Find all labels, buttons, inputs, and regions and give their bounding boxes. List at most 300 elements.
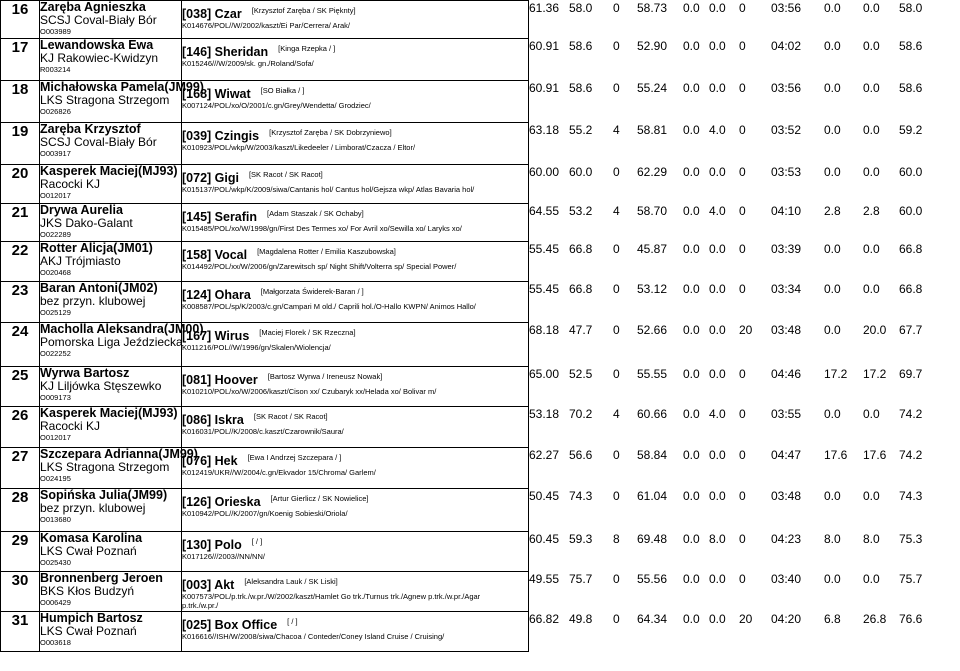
club-name: LKS Stragona Strzegom	[40, 460, 170, 474]
horse-line	[182, 373, 528, 387]
score-value: 75.3	[899, 531, 923, 546]
rider-license: O020468	[40, 268, 71, 277]
rider-name: Humpich Bartosz	[40, 611, 143, 625]
score-value: 03:39	[771, 241, 802, 256]
club-name: SCSJ Coval-Biały Bór	[40, 13, 157, 27]
score-value: 0	[613, 38, 620, 53]
horse-owner: [Kinga Rzepka / ]	[278, 44, 336, 53]
score-value: 0	[739, 531, 746, 546]
horse-cell	[182, 489, 529, 532]
score-value: 03:55	[771, 406, 802, 421]
score-value: 03:56	[771, 0, 802, 15]
score-value: 0.0	[683, 281, 700, 296]
score-value: 4.0	[709, 203, 726, 218]
rider-license: R003214	[40, 65, 71, 74]
score-value: 20	[739, 611, 753, 626]
table-row	[1, 81, 960, 123]
score-value: 53.12	[637, 281, 668, 296]
score-value: 75.7	[569, 571, 593, 586]
rider-cell	[40, 367, 182, 407]
horse-description: K017126///2003//NN/NN/	[182, 552, 265, 561]
score-value: 62.27	[529, 447, 560, 462]
score-value: 61.04	[637, 488, 668, 503]
horse-description: K008587/POL/sp/K/2003/c.gn/Campari M old./ Caprili hol./O-Hallo KWPN/ Animos Hallo/	[182, 302, 476, 311]
horse-owner: [Małgorzata Świderek-Baran / ]	[260, 287, 364, 296]
score-value: 55.24	[637, 80, 668, 95]
score-value: 58.6	[569, 80, 593, 95]
score-value: 50.45	[529, 488, 560, 503]
score-value: 67.7	[899, 322, 923, 337]
horse-name: [146] Sheridan	[182, 45, 269, 59]
place-cell: 16	[1, 1, 40, 39]
score-value: 66.82	[529, 611, 560, 626]
rider-cell	[40, 282, 182, 323]
score-value: 76.6	[899, 611, 923, 626]
horse-line	[182, 618, 528, 632]
score-value: 70.2	[569, 406, 593, 421]
score-value: 0.0	[863, 281, 880, 296]
score-value: 4	[613, 203, 620, 218]
score-value: 0	[739, 80, 746, 95]
club-name: KJ Rakowiec-Kwidzyn	[40, 51, 159, 65]
table-row	[1, 242, 960, 282]
rider-name: Zaręba Krzysztof	[40, 122, 141, 136]
score-value: 58.0	[899, 0, 923, 15]
score-value: 0	[739, 38, 746, 53]
table-row	[1, 532, 960, 572]
score-value: 59.2	[899, 122, 923, 137]
score-value: 52.90	[637, 38, 668, 53]
score-value: 0.0	[683, 80, 700, 95]
rider-cell	[40, 80, 204, 123]
rider-name: Baran Antoni(JM02)	[40, 281, 158, 295]
horse-line	[182, 129, 528, 143]
score-value: 0.0	[683, 611, 700, 626]
score-value: 63.18	[529, 122, 560, 137]
rider-license: O026826	[40, 107, 71, 116]
rider-license: O003989	[40, 27, 71, 36]
place-cell: 24	[1, 323, 40, 367]
scores-cell	[529, 407, 960, 448]
score-value: 8.0	[824, 531, 841, 546]
rider-license: O024195	[40, 474, 71, 483]
score-value: 58.0	[569, 0, 593, 15]
horse-cell	[182, 81, 529, 123]
horse-owner: [Adam Staszak / SK Ochaby]	[267, 209, 364, 218]
table-row	[1, 39, 960, 81]
rider-cell	[40, 123, 182, 165]
rider-license: O022252	[40, 349, 71, 358]
horse-name: [076] Hek	[182, 454, 238, 468]
table-row	[1, 612, 960, 652]
place-cell: 19	[1, 123, 40, 165]
club-name: LKS Cwał Poznań	[40, 544, 137, 558]
horse-description: K007573/POL/p.trk./w.pr./W/2002/kaszt/Hamlet Go trk./Turnus trk./Agnew p.trk./w.pr./Agar	[182, 592, 481, 601]
rider-cell	[40, 532, 182, 572]
table-row	[1, 165, 960, 204]
score-value: 53.18	[529, 406, 560, 421]
scores-cell	[529, 81, 960, 123]
rider-cell	[40, 204, 182, 242]
score-value: 17.2	[863, 366, 887, 381]
horse-cell	[182, 612, 529, 652]
horse-owner: [ / ]	[251, 537, 263, 546]
rider-license: O006429	[40, 598, 71, 607]
rider-license: O009173	[40, 393, 71, 402]
score-value: 60.0	[569, 164, 593, 179]
score-value: 4.0	[709, 406, 726, 421]
horse-cell	[182, 1, 529, 39]
score-value: 04:10	[771, 203, 802, 218]
score-value: 0	[613, 80, 620, 95]
scores-cell	[529, 123, 960, 165]
score-value: 0.0	[683, 447, 700, 462]
horse-cell	[182, 323, 529, 367]
scores-cell	[529, 448, 960, 489]
club-name: LKS Cwał Poznań	[40, 624, 137, 638]
score-value: 0.0	[824, 406, 841, 421]
horse-description: K015137/POL/wkp/K/2009/siwa/Cantanis hol/ Cantus hol/Gejsza wkp/ Atlas Bavaria hol/	[182, 185, 475, 194]
horse-cell	[182, 407, 529, 448]
score-value: 0	[613, 571, 620, 586]
score-value: 4.0	[709, 122, 726, 137]
horse-name: [126] Orieska	[182, 495, 261, 509]
score-value: 0.0	[824, 322, 841, 337]
score-value: 0.0	[863, 122, 880, 137]
club-name: JKS Dako-Galant	[40, 216, 133, 230]
score-value: 03:56	[771, 80, 802, 95]
score-value: 03:34	[771, 281, 802, 296]
score-value: 0	[739, 366, 746, 381]
horse-description: K007124/POL/xo/O/2001/c.gn/Grey/Wendetta/ Grodziec/	[182, 101, 371, 110]
horse-line	[182, 87, 528, 101]
table-row	[1, 123, 960, 165]
score-value: 04:23	[771, 531, 802, 546]
horse-line	[182, 329, 528, 343]
horse-description-cont: p.trk./w.pr./	[182, 601, 219, 610]
score-value: 0	[739, 281, 746, 296]
place-cell: 18	[1, 81, 40, 123]
place-cell: 21	[1, 204, 40, 242]
score-value: 58.6	[569, 38, 593, 53]
score-value: 56.6	[569, 447, 593, 462]
score-value: 58.73	[637, 0, 668, 15]
club-name: KJ Liljówka Stęszewko	[40, 379, 162, 393]
score-value: 0	[613, 281, 620, 296]
score-value: 17.6	[824, 447, 848, 462]
score-value: 6.8	[824, 611, 841, 626]
table-row	[1, 323, 960, 367]
rider-license: O025129	[40, 308, 71, 317]
rider-name: Lewandowska Ewa	[40, 38, 154, 52]
score-value: 66.8	[569, 281, 593, 296]
score-value: 0.0	[824, 38, 841, 53]
score-value: 55.45	[529, 281, 560, 296]
scores-cell	[529, 39, 960, 81]
score-value: 0	[613, 488, 620, 503]
score-value: 60.91	[529, 80, 560, 95]
horse-cell	[182, 282, 529, 323]
score-value: 66.8	[569, 241, 593, 256]
score-value: 0.0	[863, 0, 880, 15]
horse-description: K010923/POL/wkp/W/2003/kaszt/Likedeeler / Limborat/Czacza / Eltor/	[182, 143, 416, 152]
score-value: 0	[739, 122, 746, 137]
club-name: SCSJ Coval-Biały Bór	[40, 135, 157, 149]
score-value: 17.2	[824, 366, 848, 381]
score-value: 0.0	[824, 241, 841, 256]
score-value: 0	[739, 406, 746, 421]
score-value: 0.0	[683, 164, 700, 179]
club-name: Pomorska Liga Jeździecka	[40, 335, 183, 349]
rider-cell	[40, 322, 204, 367]
results-body	[1, 1, 960, 652]
horse-owner: [Krzysztof Zaręba / SK Dobrzyniewo]	[269, 128, 392, 137]
score-value: 0.0	[683, 531, 700, 546]
rider-license: O003618	[40, 638, 71, 647]
score-value: 0	[739, 0, 746, 15]
horse-description: K011216/POL//W/1996/gn/Skalen/Wiolencja/	[182, 343, 331, 352]
rider-cell	[40, 572, 182, 612]
horse-cell	[182, 242, 529, 282]
club-name: bez przyn. klubowej	[40, 501, 146, 515]
score-value: 52.5	[569, 366, 593, 381]
horse-owner: [Artur Gierlicz / SK Nowielice]	[270, 494, 369, 503]
score-value: 0.0	[709, 38, 726, 53]
rider-cell	[40, 407, 182, 448]
table-row	[1, 367, 960, 407]
rider-name: Rotter Alicja(JM01)	[40, 241, 153, 255]
score-value: 58.70	[637, 203, 668, 218]
score-value: 8.0	[863, 531, 880, 546]
score-value: 0.0	[709, 281, 726, 296]
horse-cell	[182, 204, 529, 242]
score-value: 0	[739, 241, 746, 256]
score-value: 0.0	[683, 203, 700, 218]
horse-owner: [Aleksandra Lauk / SK Liski]	[244, 577, 338, 586]
score-value: 0.0	[863, 488, 880, 503]
score-value: 0	[739, 488, 746, 503]
horse-line	[182, 45, 528, 59]
horse-owner: [SK Racot / SK Racot]	[253, 412, 328, 421]
score-value: 0.0	[824, 164, 841, 179]
horse-cell	[182, 532, 529, 572]
horse-cell	[182, 123, 529, 165]
horse-description: K014492/POL/xx/W/2006/gn/Zarewitsch sp/ Night Shift/Volterra sp/ Special Power/	[182, 262, 457, 271]
score-value: 64.34	[637, 611, 668, 626]
scores-cell	[529, 532, 960, 572]
score-value: 74.2	[899, 447, 923, 462]
rider-name: Macholla Aleksandra(JM00)	[40, 322, 204, 336]
score-value: 4	[613, 122, 620, 137]
horse-line	[182, 413, 528, 427]
score-value: 0.0	[824, 80, 841, 95]
score-value: 0	[739, 164, 746, 179]
score-value: 55.55	[637, 366, 668, 381]
horse-line	[182, 248, 528, 262]
horse-line	[182, 171, 528, 185]
horse-name: [158] Vocal	[182, 248, 248, 262]
score-value: 58.6	[899, 38, 923, 53]
score-value: 60.45	[529, 531, 560, 546]
scores-cell	[529, 282, 960, 323]
place-cell: 25	[1, 367, 40, 407]
score-value: 0.0	[863, 164, 880, 179]
score-value: 17.6	[863, 447, 887, 462]
place-cell: 30	[1, 572, 40, 612]
score-value: 03:40	[771, 571, 802, 586]
horse-owner: [SO Białka / ]	[260, 86, 305, 95]
rider-cell	[40, 242, 182, 282]
score-value: 58.6	[899, 80, 923, 95]
club-name: bez przyn. klubowej	[40, 294, 146, 308]
score-value: 0.0	[824, 281, 841, 296]
score-value: 60.00	[529, 164, 560, 179]
score-value: 0.0	[709, 447, 726, 462]
score-value: 0.0	[683, 241, 700, 256]
score-value: 68.18	[529, 322, 560, 337]
score-value: 47.7	[569, 322, 593, 337]
rider-name: Michałowska Pamela(JM99)	[40, 80, 204, 94]
score-value: 0.0	[709, 611, 726, 626]
score-value: 04:02	[771, 38, 802, 53]
score-value: 53.2	[569, 203, 593, 218]
rider-name: Szczepara Adrianna(JM99)	[40, 447, 198, 461]
score-value: 0.0	[824, 571, 841, 586]
place-cell: 29	[1, 532, 40, 572]
table-row	[1, 282, 960, 323]
score-value: 0.0	[709, 571, 726, 586]
horse-line	[182, 495, 528, 509]
club-name: LKS Stragona Strzegom	[40, 93, 170, 107]
scores-cell	[529, 204, 960, 242]
score-value: 2.8	[863, 203, 880, 218]
horse-name: [086] Iskra	[182, 413, 244, 427]
score-value: 75.7	[899, 571, 923, 586]
score-value: 55.56	[637, 571, 668, 586]
score-value: 0	[613, 611, 620, 626]
score-value: 0.0	[863, 241, 880, 256]
score-value: 04:46	[771, 366, 802, 381]
score-value: 55.2	[569, 122, 593, 137]
score-value: 74.2	[899, 406, 923, 421]
score-value: 0.0	[709, 241, 726, 256]
score-value: 64.55	[529, 203, 560, 218]
horse-description: K016031/POL//K/2008/c.kaszt/Czarownik/Saura/	[182, 427, 344, 436]
horse-name: [145] Serafin	[182, 210, 258, 224]
horse-description: K010210/POL/xo/W/2006/kaszt/Cison xx/ Czubaryk xx/Helada xo/ Bolivar m/	[182, 387, 437, 396]
table-row	[1, 204, 960, 242]
horse-line	[182, 538, 528, 552]
score-value: 0	[613, 322, 620, 337]
score-value: 62.29	[637, 164, 668, 179]
horse-line	[182, 288, 528, 302]
score-value: 0	[613, 164, 620, 179]
score-value: 0.0	[863, 571, 880, 586]
score-value: 20.0	[863, 322, 887, 337]
club-name: Racocki KJ	[40, 177, 101, 191]
table-row	[1, 489, 960, 532]
score-value: 52.66	[637, 322, 668, 337]
horse-owner: [ / ]	[287, 617, 298, 626]
rider-license: O025430	[40, 558, 71, 567]
score-value: 0.0	[683, 571, 700, 586]
place-cell: 27	[1, 448, 40, 489]
score-value: 0.0	[683, 122, 700, 137]
table-row	[1, 1, 960, 39]
horse-name: [124] Ohara	[182, 288, 251, 302]
score-value: 74.3	[569, 488, 593, 503]
rider-license: O012017	[40, 191, 71, 200]
scores-cell	[529, 323, 960, 367]
score-value: 60.0	[899, 203, 923, 218]
scores-cell	[529, 572, 960, 612]
score-value: 60.91	[529, 38, 560, 53]
horse-line	[182, 210, 528, 224]
score-value: 0.0	[683, 322, 700, 337]
score-value: 60.66	[637, 406, 668, 421]
rider-name: Komasa Karolina	[40, 531, 143, 545]
score-value: 0.0	[824, 488, 841, 503]
score-value: 0.0	[863, 38, 880, 53]
horse-name: [168] Wiwat	[182, 87, 251, 101]
horse-owner: [SK Racot / SK Racot]	[248, 170, 323, 179]
rider-license: O013680	[40, 515, 71, 524]
horse-owner: [Maciej Florek / SK Rzeczna]	[259, 328, 356, 337]
rider-name: Bronnenberg Jeroen	[40, 571, 163, 585]
horse-name: [130] Polo	[182, 538, 242, 552]
score-value: 49.8	[569, 611, 593, 626]
score-value: 65.00	[529, 366, 560, 381]
place-cell: 20	[1, 165, 40, 204]
score-value: 0	[739, 571, 746, 586]
score-value: 0	[613, 366, 620, 381]
score-value: 0	[613, 447, 620, 462]
score-value: 0.0	[824, 0, 841, 15]
place-cell: 31	[1, 612, 40, 652]
rider-name: Kasperek Maciej(MJ93)	[40, 406, 178, 420]
horse-line	[182, 7, 528, 21]
horse-line	[182, 578, 528, 592]
score-value: 61.36	[529, 0, 560, 15]
score-value: 8.0	[709, 531, 726, 546]
club-name: BKS Kłos Budzyń	[40, 584, 135, 598]
score-value: 8	[613, 531, 620, 546]
rider-cell	[40, 489, 182, 532]
score-value: 0.0	[824, 122, 841, 137]
horse-name: [039] Czingis	[182, 129, 260, 143]
horse-name: [072] Gigi	[182, 171, 239, 185]
horse-name: [003] Akt	[182, 578, 235, 592]
place-cell: 23	[1, 282, 40, 323]
horse-line	[182, 454, 528, 468]
score-value: 69.48	[637, 531, 668, 546]
score-value: 04:20	[771, 611, 802, 626]
score-value: 0	[613, 0, 620, 15]
rider-cell	[40, 39, 182, 81]
score-value: 66.8	[899, 281, 923, 296]
score-value: 4	[613, 406, 620, 421]
score-value: 0	[613, 241, 620, 256]
score-value: 59.3	[569, 531, 593, 546]
score-value: 55.45	[529, 241, 560, 256]
scores-cell	[529, 1, 960, 39]
rider-name: Drywa Aurelia	[40, 203, 123, 217]
score-value: 0.0	[683, 0, 700, 15]
horse-name: [025] Box Office	[182, 618, 278, 632]
score-value: 69.7	[899, 366, 923, 381]
score-value: 66.8	[899, 241, 923, 256]
horse-cell	[182, 165, 529, 204]
